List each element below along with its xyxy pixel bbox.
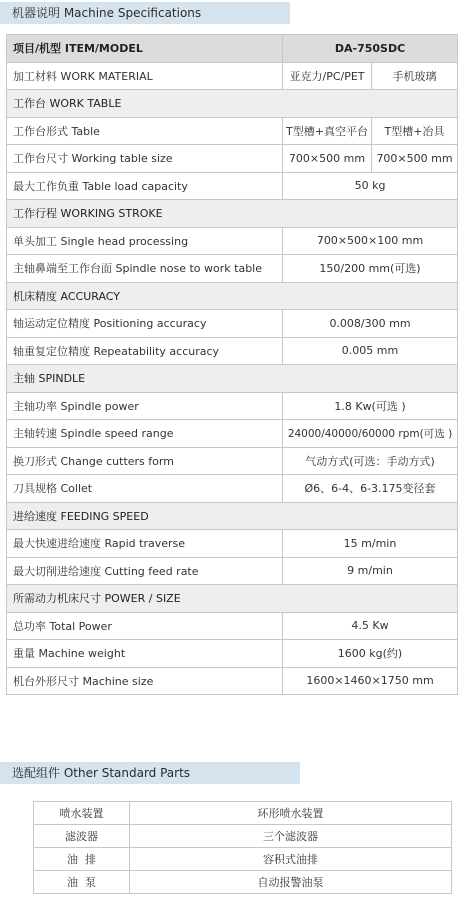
row-label: 加工材料 WORK MATERIAL xyxy=(7,62,283,90)
table-row xyxy=(34,871,452,894)
row-label: 主轴鼻端至工作台面 Spindle nose to work table xyxy=(7,255,283,283)
row-label: 工作台形式 Table xyxy=(7,117,283,145)
table-row xyxy=(7,612,458,640)
part-label: 滤波器 xyxy=(34,825,130,848)
row-label: 工作台尺寸 Working table size xyxy=(7,145,283,173)
row-value: 4.5 Kw xyxy=(283,612,458,640)
part-label: 油 排 xyxy=(34,848,130,871)
model-value: DA-750SDC xyxy=(283,35,458,63)
row-label: 最大快速进给速度 Rapid traverse xyxy=(7,530,283,558)
spec-table xyxy=(6,34,458,695)
part-value: 环形喷水装置 xyxy=(130,802,452,825)
row-value: Ø6、6-4、6-3.175变径套 xyxy=(283,475,458,503)
row-value: 700×500 mm xyxy=(372,145,458,173)
category-label: 工作行程 WORKING STROKE xyxy=(7,200,458,228)
table-row xyxy=(34,848,452,871)
row-label: 单头加工 Single head processing xyxy=(7,227,283,255)
row-value: 0.008/300 mm xyxy=(283,310,458,338)
row-value: 9 m/min xyxy=(283,557,458,585)
category-label: 主轴 SPINDLE xyxy=(7,365,458,393)
table-row xyxy=(7,557,458,585)
category-label: 进给速度 FEEDING SPEED xyxy=(7,502,458,530)
table-row xyxy=(7,447,458,475)
category-row xyxy=(7,585,458,613)
table-row xyxy=(7,640,458,668)
part-label: 喷水装置 xyxy=(34,802,130,825)
item-model-label: 项目/机型 ITEM/MODEL xyxy=(7,35,283,63)
row-value: 手机玻璃 xyxy=(372,62,458,90)
spec-section-title: 机器说明 Machine Specifications xyxy=(0,2,290,24)
table-row xyxy=(7,227,458,255)
table-row xyxy=(34,825,452,848)
parts-section-title: 选配组件 Other Standard Parts xyxy=(0,762,300,784)
row-value: 15 m/min xyxy=(283,530,458,558)
row-label: 刀具规格 Collet xyxy=(7,475,283,503)
part-value: 三个滤波器 xyxy=(130,825,452,848)
row-value: 亚克力/PC/PET xyxy=(283,62,372,90)
row-label: 最大切削进给速度 Cutting feed rate xyxy=(7,557,283,585)
row-label: 重量 Machine weight xyxy=(7,640,283,668)
parts-table xyxy=(33,801,452,894)
row-value: T型槽+冶具 xyxy=(372,117,458,145)
category-row xyxy=(7,282,458,310)
row-value: 50 kg xyxy=(283,172,458,200)
part-label: 油 泵 xyxy=(34,871,130,894)
category-row xyxy=(7,502,458,530)
row-label: 机台外形尺寸 Machine size xyxy=(7,667,283,695)
row-label: 最大工作负重 Table load capacity xyxy=(7,172,283,200)
part-value: 自动报警油泵 xyxy=(130,871,452,894)
row-value: T型槽+真空平台 xyxy=(283,117,372,145)
table-row xyxy=(7,337,458,365)
table-row xyxy=(7,530,458,558)
row-value: 1600×1460×1750 mm xyxy=(283,667,458,695)
table-row xyxy=(7,62,458,90)
category-label: 机床精度 ACCURACY xyxy=(7,282,458,310)
table-row xyxy=(7,667,458,695)
table-row xyxy=(7,310,458,338)
row-label: 总功率 Total Power xyxy=(7,612,283,640)
category-row xyxy=(7,200,458,228)
table-row xyxy=(34,802,452,825)
table-row xyxy=(7,392,458,420)
table-row xyxy=(7,117,458,145)
row-value: 150/200 mm(可选) xyxy=(283,255,458,283)
row-label: 轴运动定位精度 Positioning accuracy xyxy=(7,310,283,338)
row-label: 主轴转速 Spindle speed range xyxy=(7,420,283,448)
row-value: 0.005 mm xyxy=(283,337,458,365)
row-value: 1600 kg(约) xyxy=(283,640,458,668)
row-value: 气动方式(可选：手动方式) xyxy=(283,447,458,475)
category-label: 工作台 WORK TABLE xyxy=(7,90,458,118)
table-row xyxy=(7,475,458,503)
row-value: 700×500 mm xyxy=(283,145,372,173)
category-label: 所需动力机床尺寸 POWER / SIZE xyxy=(7,585,458,613)
row-value: 24000/40000/60000 rpm(可选 ) xyxy=(283,420,458,448)
category-row xyxy=(7,90,458,118)
row-label: 主轴功率 Spindle power xyxy=(7,392,283,420)
row-value: 1.8 Kw(可选 ) xyxy=(283,392,458,420)
table-header-row xyxy=(7,35,458,63)
table-row xyxy=(7,420,458,448)
category-row xyxy=(7,365,458,393)
row-label: 换刀形式 Change cutters form xyxy=(7,447,283,475)
table-row xyxy=(7,172,458,200)
row-label: 轴重复定位精度 Repeatability accuracy xyxy=(7,337,283,365)
row-value: 700×500×100 mm xyxy=(283,227,458,255)
table-row xyxy=(7,145,458,173)
part-value: 容积式油排 xyxy=(130,848,452,871)
table-row xyxy=(7,255,458,283)
